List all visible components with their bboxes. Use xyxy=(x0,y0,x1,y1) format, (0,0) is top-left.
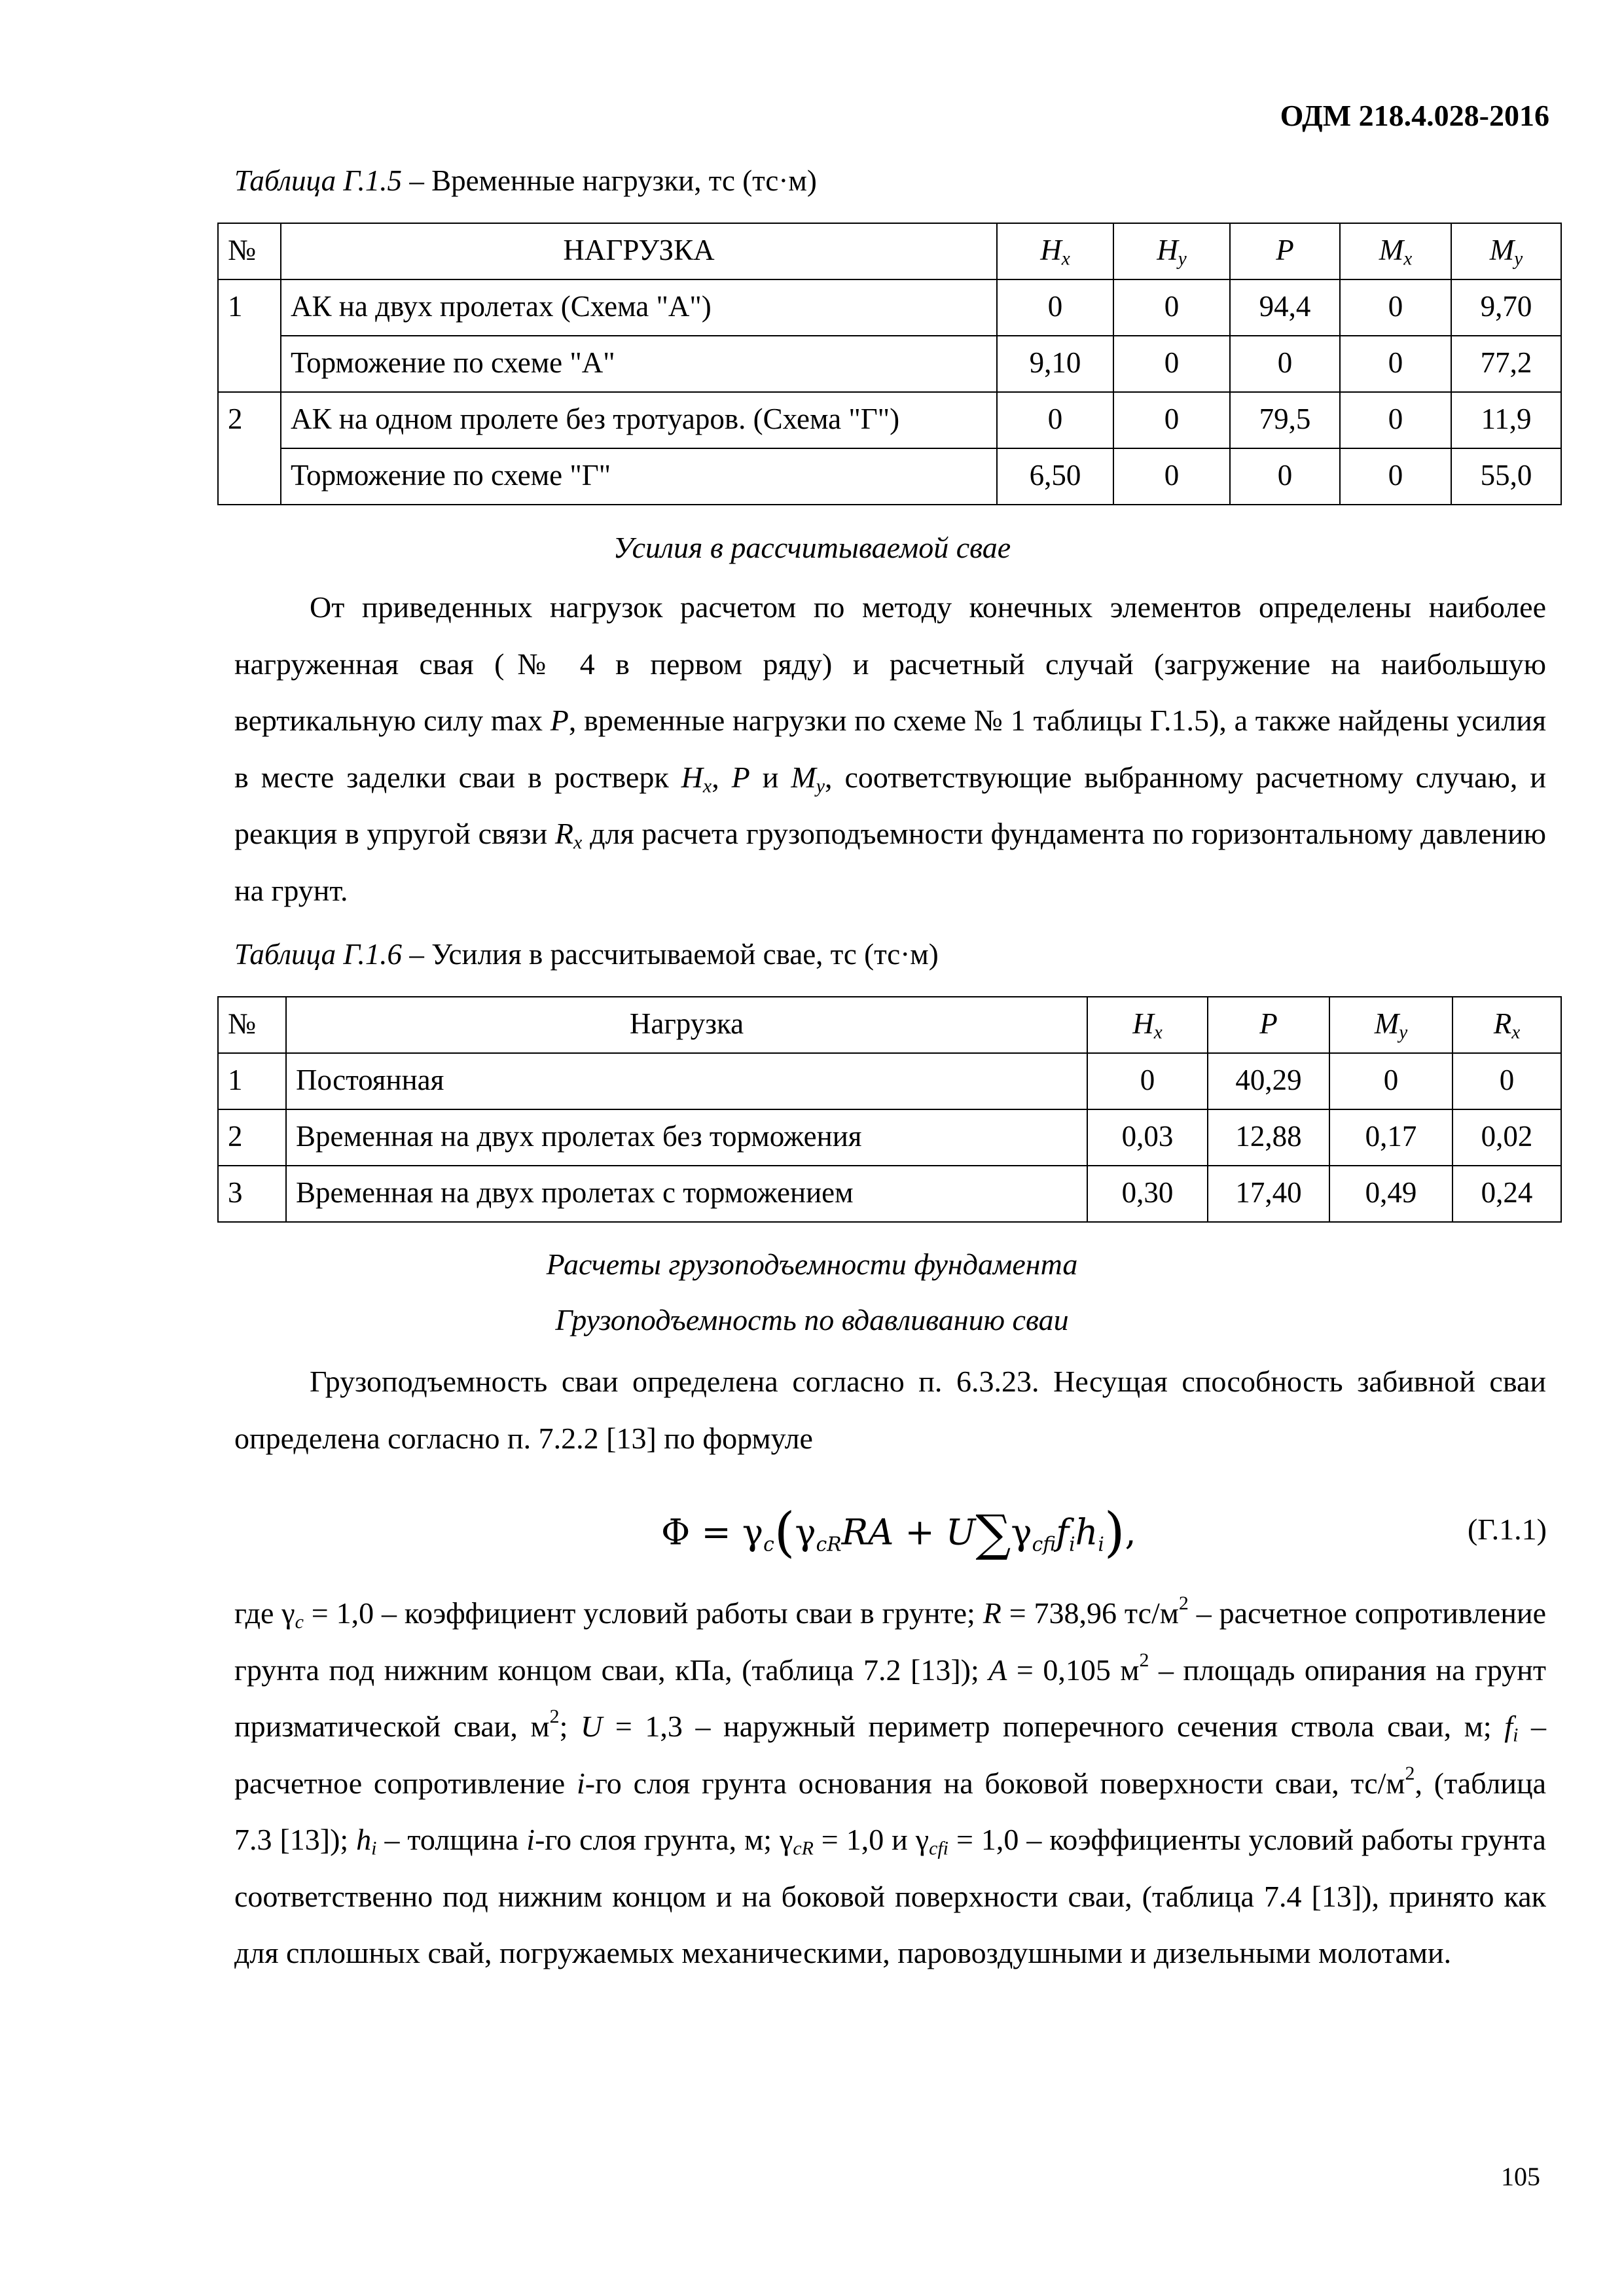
section-title-bearing-capacity: Расчеты грузоподъемности фундамента xyxy=(546,1247,1078,1281)
header-p: P xyxy=(1208,997,1329,1053)
cell-num: 1 xyxy=(218,279,281,392)
cell-hx: 0,30 xyxy=(1087,1166,1208,1222)
document-code: ОДМ 218.4.028-2016 xyxy=(1280,99,1549,132)
paragraph-forces-description: От приведенных нагрузок расчетом по методу конечных элементов определены наиболее нагруженная свая (№ 4 в первом ряду) и расчетный случай (загружение на наибольшую вертикальную силу max P, временные нагрузки по схеме № 1 таблицы Г.1.5), а также найдены усилия в месте заделки сваи в ростверк $H_x$, P и $M_y$, соответствующие выбранному расчетному случаю, и реакция в упругой связи $R_x$ для расчета грузоподъемности фундамента по горизонтальному давлению на грунт. xyxy=(234,590,1547,907)
cell-num: 2 xyxy=(218,392,281,505)
cell-hx: 0,03 xyxy=(1087,1109,1208,1166)
cell-name: Постоянная xyxy=(286,1053,1087,1109)
cell-hy: 0 xyxy=(1113,336,1230,392)
cell-rx: 0,24 xyxy=(1453,1166,1561,1222)
table2-caption-text: – Усилия в рассчитываемой свае, тс (тс·м) xyxy=(402,938,939,971)
cell-p: 79,5 xyxy=(1230,392,1340,448)
table-row xyxy=(218,279,1561,336)
cell-name: Торможение по схеме "Г" xyxy=(281,448,997,505)
cell-hy: 0 xyxy=(1113,279,1230,336)
header-hx: $H_x$ xyxy=(1087,997,1208,1053)
cell-name: Временная на двух пролетах без торможения xyxy=(286,1109,1087,1166)
cell-hx: 0 xyxy=(1087,1053,1208,1109)
cell-p: 94,4 xyxy=(1230,279,1340,336)
cell-p: 0 xyxy=(1230,448,1340,505)
table-row xyxy=(218,1109,1561,1166)
table-row xyxy=(218,1053,1561,1109)
table1-caption xyxy=(234,164,817,198)
header-num: № xyxy=(218,223,281,279)
cell-my: 55,0 xyxy=(1451,448,1561,505)
section-title-pile-forces: Усилия в рассчитываемой свае xyxy=(613,531,1011,564)
cell-my: 77,2 xyxy=(1451,336,1561,392)
header-my: $M_y$ xyxy=(1329,997,1453,1053)
cell-hx: 0 xyxy=(997,279,1113,336)
cell-rx: 0,02 xyxy=(1453,1109,1561,1166)
table-row xyxy=(218,448,1561,505)
cell-p: 0 xyxy=(1230,336,1340,392)
table1-caption-text: – Временные нагрузки, тс (тс·м) xyxy=(402,164,817,197)
cell-mx: 0 xyxy=(1340,279,1451,336)
table-temporary-loads xyxy=(217,223,1562,505)
header-num: № xyxy=(218,997,286,1053)
section-title-pile-pressing: Грузоподъемность по вдавливанию сваи xyxy=(555,1303,1069,1336)
cell-name: АК на двух пролетах (Схема "А") xyxy=(281,279,997,336)
cell-num: 1 xyxy=(218,1053,286,1109)
page-number: 105 xyxy=(1501,2162,1540,2191)
cell-my: 0 xyxy=(1329,1053,1453,1109)
cell-num: 3 xyxy=(218,1166,286,1222)
table-pile-forces xyxy=(217,996,1562,1223)
formula-number: (Г.1.1) xyxy=(1467,1513,1547,1546)
cell-p: 17,40 xyxy=(1208,1166,1329,1222)
header-my: $M_y$ xyxy=(1451,223,1561,279)
header-p: P xyxy=(1230,223,1340,279)
header-hy: $H_y$ xyxy=(1113,223,1230,279)
table-header-row xyxy=(218,223,1561,279)
cell-mx: 0 xyxy=(1340,392,1451,448)
cell-hy: 0 xyxy=(1113,392,1230,448)
cell-name: Временная на двух пролетах с торможением xyxy=(286,1166,1087,1222)
paragraph-formula-legend: где $\gamma_c = 1,0$ – коэффициент условий работы сваи в грунте; R = 738,96 $тс/м^2$ – расчетное сопротивление грунта под нижним концом сваи, кПа, (таблица 7.2 [13]); A = 0,105 $м^2$ – площадь опирания на грунт призматической сваи, $м^2$; U = 1,3 – наружный периметр поперечного сечения ствола сваи, м; $f_i$ – расчетное сопротивление i-го слоя грунта основания на боковой поверхности сваи, $тс/м^2$, (таблица 7.3 [13]); $h_i$ – толщина i-го слоя грунта, м; $\gamma_{cR} = 1,0$ и $\gamma_{cfi} = 1,0$ – коэффициенты условий работы грунта соответственно под нижним концом и на боковой поверхности сваи, (таблица 7.4 [13]), принято как для сплошных свай, погружаемых механическими, паровоздушными и дизельными молотами. xyxy=(234,1592,1547,1969)
cell-name: Торможение по схеме "А" xyxy=(281,336,997,392)
cell-hx: 0 xyxy=(997,392,1113,448)
table-header-row xyxy=(218,997,1561,1053)
cell-my: 11,9 xyxy=(1451,392,1561,448)
cell-p: 12,88 xyxy=(1208,1109,1329,1166)
cell-name: АК на одном пролете без тротуаров. (Схема "Г") xyxy=(281,392,997,448)
header-load: НАГРУЗКА xyxy=(281,223,997,279)
header-rx: $R_x$ xyxy=(1453,997,1561,1053)
cell-hx: 9,10 xyxy=(997,336,1113,392)
cell-rx: 0 xyxy=(1453,1053,1561,1109)
table1-caption-label: Таблица Г.1.5 xyxy=(234,164,403,197)
table-row xyxy=(218,336,1561,392)
cell-mx: 0 xyxy=(1340,336,1451,392)
cell-p: 40,29 xyxy=(1208,1053,1329,1109)
cell-my: 9,70 xyxy=(1451,279,1561,336)
cell-mx: 0 xyxy=(1340,448,1451,505)
cell-my: 0,49 xyxy=(1329,1166,1453,1222)
cell-num: 2 xyxy=(218,1109,286,1166)
paragraph-bearing-capacity: Грузоподъемность сваи определена согласно п. 6.3.23. Несущая способность забивной сваи определена согласно п. 7.2.2 [13] по формуле xyxy=(234,1365,1546,1455)
table-row xyxy=(218,392,1561,448)
table-row xyxy=(218,1166,1561,1222)
table2-caption-label: Таблица Г.1.6 xyxy=(234,938,403,971)
cell-hy: 0 xyxy=(1113,448,1230,505)
formula-g-1-1: $\Phi = \gamma_c(\gamma_{cR}RA + U\sum\gamma_{cfi}f_ih_i)$, xyxy=(661,1502,1136,1564)
cell-my: 0,17 xyxy=(1329,1109,1453,1166)
header-mx: $M_x$ xyxy=(1340,223,1451,279)
header-load: Нагрузка xyxy=(286,997,1087,1053)
table2-caption xyxy=(234,937,939,971)
header-hx: $H_x$ xyxy=(997,223,1113,279)
cell-hx: 6,50 xyxy=(997,448,1113,505)
